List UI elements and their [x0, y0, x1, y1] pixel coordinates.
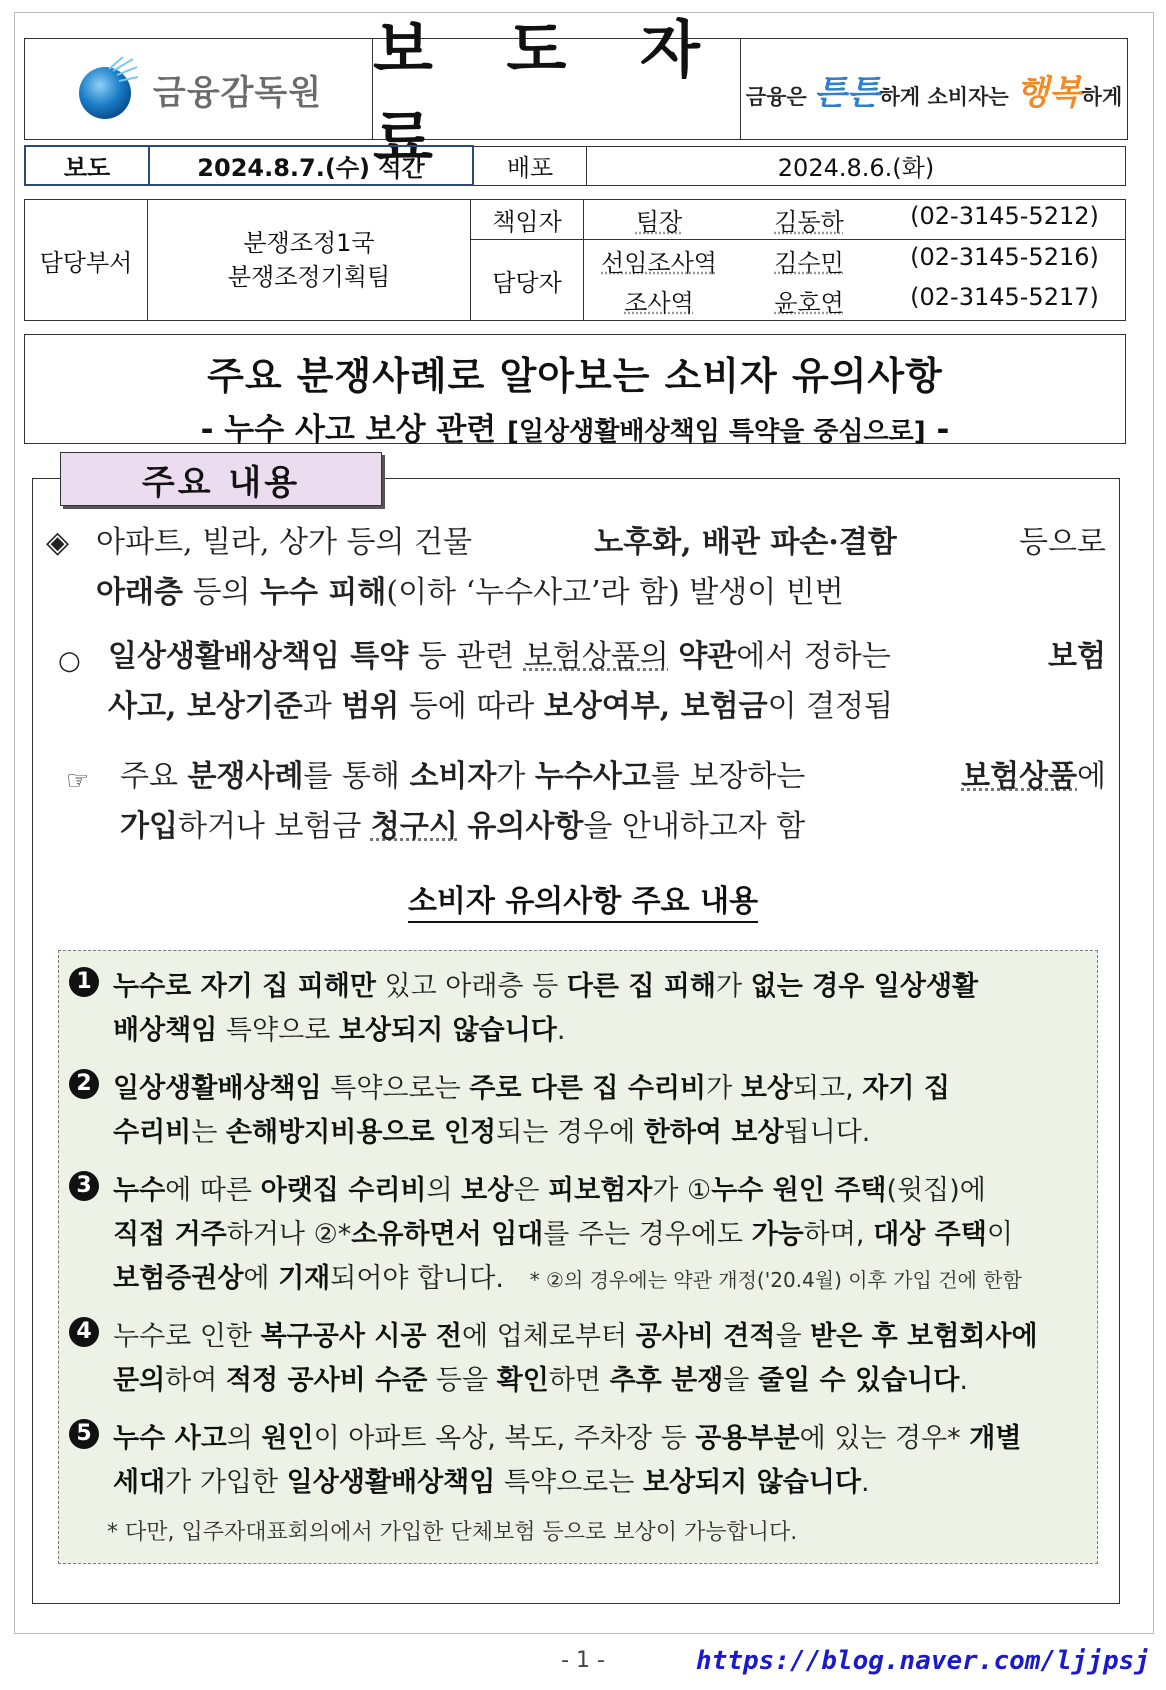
- item-text: 특약으로는: [321, 1073, 470, 1104]
- intro-emphasis: 보험상품: [961, 759, 1078, 794]
- item-text: 을: [723, 1365, 758, 1396]
- contact-table: [24, 199, 1126, 321]
- intro-bullet-1: [96, 518, 1106, 618]
- slogan-word-teunteun: 튼튼: [813, 72, 880, 113]
- item-text: 는: [191, 1117, 226, 1148]
- item-number-icon: 5: [69, 1419, 99, 1449]
- contact-row: [584, 240, 1126, 280]
- item-text: 가 가입한: [165, 1467, 287, 1498]
- summary-heading-text: 소비자 유의사항 주요 내용: [408, 884, 758, 923]
- subtitle-part-a: - 누수 사고 보상 관련: [200, 412, 497, 448]
- item-emphasis: 아랫집 수리비: [260, 1175, 427, 1206]
- intro-underlined: 보험상품의: [523, 639, 669, 674]
- item-text: 에: [243, 1263, 279, 1294]
- item-emphasis: 확인: [496, 1365, 549, 1396]
- item-text: 가: [715, 971, 751, 1002]
- item-text: 에 업체로부터: [461, 1321, 636, 1352]
- circle-bullet-icon: ○: [58, 646, 81, 676]
- contact-name: 윤호연: [774, 288, 844, 317]
- staff-label: 담당자: [471, 240, 584, 321]
- summary-footnote: * 다만, 입주자대표회의에서 가입한 단체보험 등으로 보상이 가능합니다.: [107, 1520, 798, 1545]
- subtitle-part-c: -: [925, 412, 950, 448]
- item-text: 의: [426, 1175, 462, 1206]
- intro-text: 등으로: [1019, 525, 1106, 560]
- intro-text: 에: [1077, 759, 1106, 794]
- item-text: 에 따른: [165, 1175, 261, 1206]
- item-text: .: [959, 1365, 968, 1396]
- item-text: 특약으로: [217, 1015, 339, 1046]
- item-emphasis: 없는 경우 일상생활: [750, 971, 979, 1002]
- contact-role: 조사역: [624, 288, 694, 317]
- item-text: 되는 경우에: [496, 1117, 644, 1148]
- fss-logo: [25, 39, 373, 139]
- item-emphasis: 누수로 자기 집 피해만: [113, 971, 376, 1002]
- summary-box: [58, 950, 1098, 1564]
- contact-phone: (02-3145-5217): [910, 282, 1099, 311]
- intro-text: 에서 정하는: [736, 639, 891, 674]
- dept-name: [148, 200, 471, 321]
- intro-emphasis: 누수사고: [534, 759, 651, 794]
- item-text: 가: [706, 1073, 741, 1104]
- item-emphasis: 대상 주택: [873, 1219, 987, 1250]
- intro-diamond-bullet-icon: ◈: [46, 525, 70, 560]
- item-emphasis: 누수 원인 주택: [711, 1175, 887, 1206]
- intro-text: 를 통해: [303, 759, 410, 794]
- item-emphasis: 가능: [751, 1219, 804, 1250]
- intro-bullet-3: [120, 752, 1106, 852]
- item-number-icon: 2: [69, 1069, 99, 1099]
- distribution-date: 2024.8.6.(화): [587, 146, 1126, 185]
- item-emphasis: 손해방지비용으로 인정: [225, 1117, 497, 1148]
- contact-row: [584, 200, 1126, 240]
- item-emphasis: 줄일 수 있습니다: [757, 1365, 960, 1396]
- intro-text: 등의: [182, 575, 260, 610]
- intro-text: [669, 639, 679, 674]
- release-table: [24, 145, 1126, 186]
- subtitle-part-b: [일상생활배상책임 특약을 중심으로]: [507, 417, 926, 447]
- item-text: 특약으로는: [495, 1467, 643, 1498]
- item-text: 이 아파트 옥상, 복도, 주차장 등: [313, 1423, 696, 1454]
- intro-emphasis: 가입: [120, 809, 178, 844]
- intro-emphasis: 분쟁사례: [187, 759, 304, 794]
- item-text: 되고,: [792, 1073, 863, 1104]
- item-text: .: [556, 1015, 566, 1046]
- contact-role: 선임조사역: [601, 248, 717, 277]
- item-number-icon: 1: [69, 967, 99, 997]
- item-emphasis: 원인: [261, 1423, 314, 1454]
- intro-emphasis: 보상여부, 보험금: [543, 689, 768, 724]
- intro-text: [458, 809, 468, 844]
- item-text: 을: [775, 1321, 811, 1352]
- intro-emphasis: 아래층: [96, 575, 183, 610]
- item-text: 됩니다.: [783, 1117, 871, 1148]
- section-tab: 주요 내용: [60, 452, 382, 506]
- intro-emphasis: 범위: [341, 689, 400, 724]
- item-emphasis: 한하여 보상: [643, 1117, 784, 1148]
- intro-text: 과: [302, 689, 342, 724]
- item-emphasis: 기재: [278, 1263, 331, 1294]
- watermark-url: https://blog.naver.com/ljjpsj: [696, 1646, 1150, 1676]
- intro-text: 가: [496, 759, 535, 794]
- item-emphasis: 세대: [113, 1467, 166, 1498]
- item-text: 이: [986, 1219, 1013, 1250]
- summary-item-3: [69, 1169, 1085, 1302]
- item-text: 하여: [165, 1365, 226, 1396]
- contact-row: [584, 280, 1126, 320]
- item-text: 가 ①: [652, 1175, 712, 1206]
- slogan-post: 하게: [1081, 84, 1123, 109]
- dept-line2: 분쟁조정기획팀: [227, 263, 391, 291]
- item-emphasis: 공용부분: [695, 1423, 800, 1454]
- summary-heading: [0, 876, 1166, 920]
- item-emphasis: 소유하면서 임대: [351, 1219, 544, 1250]
- intro-text: 등에 따라: [399, 689, 544, 724]
- contact-phone: (02-3145-5212): [910, 202, 1099, 231]
- intro-emphasis: 노후화, 배관 파손·결함: [594, 525, 897, 560]
- release-label: 보도: [25, 146, 149, 185]
- pointing-hand-icon: ☞: [66, 766, 90, 796]
- contact-role: 팀장: [635, 208, 683, 237]
- summary-item-4: [69, 1315, 1085, 1403]
- item-emphasis: 문의: [113, 1365, 166, 1396]
- contact-phone: (02-3145-5216): [910, 242, 1099, 271]
- intro-text: 등 관련: [408, 639, 524, 674]
- slogan: [741, 39, 1127, 139]
- item-text: .: [860, 1467, 870, 1498]
- item-text: (윗집)에: [886, 1175, 986, 1206]
- item-emphasis: 추후 분쟁: [609, 1365, 724, 1396]
- item-emphasis: 보험증권상: [113, 1263, 244, 1294]
- headline-subtitle: [25, 404, 1125, 449]
- summary-item-2: [69, 1067, 1085, 1155]
- item-emphasis: 직접 거주: [113, 1219, 227, 1250]
- item-text: 있고 아래층 등: [375, 971, 567, 1002]
- item-number-icon: 3: [69, 1171, 99, 1201]
- item-text: 를 주는 경우에도: [543, 1219, 752, 1250]
- doc-title: 보 도 자 료: [373, 13, 726, 175]
- globe-logo-icon: [75, 57, 139, 121]
- intro-emphasis: 누수 피해: [260, 575, 387, 610]
- item-text: 등을: [427, 1365, 497, 1396]
- slogan-mid: 하게 소비자는: [879, 84, 1016, 109]
- item-emphasis: 수리비: [113, 1117, 192, 1148]
- contact-name: 김수민: [774, 248, 844, 277]
- summary-item-5: [69, 1417, 1085, 1505]
- item-text: 하거나 ②*: [226, 1219, 352, 1250]
- item-emphasis: 자기 집: [862, 1073, 950, 1104]
- dept-line1: 분쟁조정1국: [243, 229, 375, 257]
- intro-text: 주요: [120, 759, 188, 794]
- item-emphasis: 다른 집 피해: [566, 971, 716, 1002]
- distribution-label: 배포: [473, 146, 587, 185]
- item-emphasis: 공사비 견적: [635, 1321, 776, 1352]
- intro-emphasis: 소비자: [409, 759, 497, 794]
- intro-text: 아파트, 빌라, 상가 등의 건물: [96, 525, 472, 560]
- intro-text: 를 보장하는: [650, 759, 806, 794]
- intro-text: 이 결정됨: [767, 689, 894, 724]
- item-emphasis: 개별: [969, 1423, 1022, 1454]
- item-text: 하면: [548, 1365, 610, 1396]
- item-emphasis: 주로 다른 집 수리비: [469, 1073, 707, 1104]
- intro-emphasis: 약관: [678, 639, 737, 674]
- intro-emphasis: 유의사항: [467, 809, 584, 844]
- intro-emphasis: 보험: [1048, 639, 1106, 674]
- intro-text: (이하 ‘누수사고’라 함) 발생이 빈번: [386, 575, 844, 610]
- intro-emphasis: 청구시: [370, 809, 458, 844]
- release-date: 2024.8.7.(수) 석간: [149, 146, 473, 185]
- slogan-pre: 금융은: [745, 84, 814, 109]
- item-text: 은: [513, 1175, 549, 1206]
- item-text: 하며,: [803, 1219, 874, 1250]
- item-emphasis: 보상: [740, 1073, 793, 1104]
- headline-box: [24, 334, 1126, 448]
- intro-bullet-2: [108, 632, 1106, 732]
- item-note: * ②의 경우에는 약관 개정('20.4월) 이후 가입 건에 한함: [529, 1268, 1022, 1292]
- item-emphasis: 보상되지 않습니다: [338, 1015, 557, 1046]
- item-emphasis: 보상되지 않습니다: [642, 1467, 861, 1498]
- item-emphasis: 적정 공사비 수준: [225, 1365, 428, 1396]
- item-text: 의: [226, 1423, 262, 1454]
- org-name: 금융감독원: [152, 72, 323, 113]
- item-number-icon: 4: [69, 1317, 99, 1347]
- item-emphasis: 받은 후 보험회사에: [810, 1321, 1038, 1352]
- summary-item-1: [69, 965, 1085, 1053]
- headline-title: 주요 분쟁사례로 알아보는 소비자 유의사항: [207, 354, 943, 398]
- item-text: 누수로 인한: [113, 1321, 261, 1352]
- item-emphasis: 일상생활배상책임: [286, 1467, 496, 1498]
- dept-label: 담당부서: [25, 200, 148, 321]
- item-emphasis: 피보험자: [548, 1175, 653, 1206]
- intro-text: 하거나 보험금: [177, 809, 371, 844]
- item-emphasis: 복구공사 시공 전: [260, 1321, 462, 1352]
- item-text: 에 있는 경우*: [799, 1423, 970, 1454]
- item-emphasis: 누수 사고: [113, 1423, 227, 1454]
- intro-emphasis: 일상생활배상책임 특약: [108, 639, 409, 674]
- slogan-word-haengbok: 행복: [1015, 72, 1082, 113]
- intro-emphasis: 사고, 보상기준: [108, 689, 303, 724]
- item-emphasis: 보상: [461, 1175, 514, 1206]
- page-number: - 1 -: [561, 1648, 605, 1673]
- item-emphasis: 일상생활배상책임: [113, 1073, 322, 1104]
- responsible-label: 책임자: [471, 200, 584, 240]
- item-text: 되어야 합니다.: [330, 1263, 504, 1294]
- contact-name: 김동하: [774, 208, 844, 237]
- item-emphasis: 누수: [113, 1175, 166, 1206]
- intro-text: 을 안내하고자 함: [583, 809, 806, 844]
- item-emphasis: 배상책임: [113, 1015, 218, 1046]
